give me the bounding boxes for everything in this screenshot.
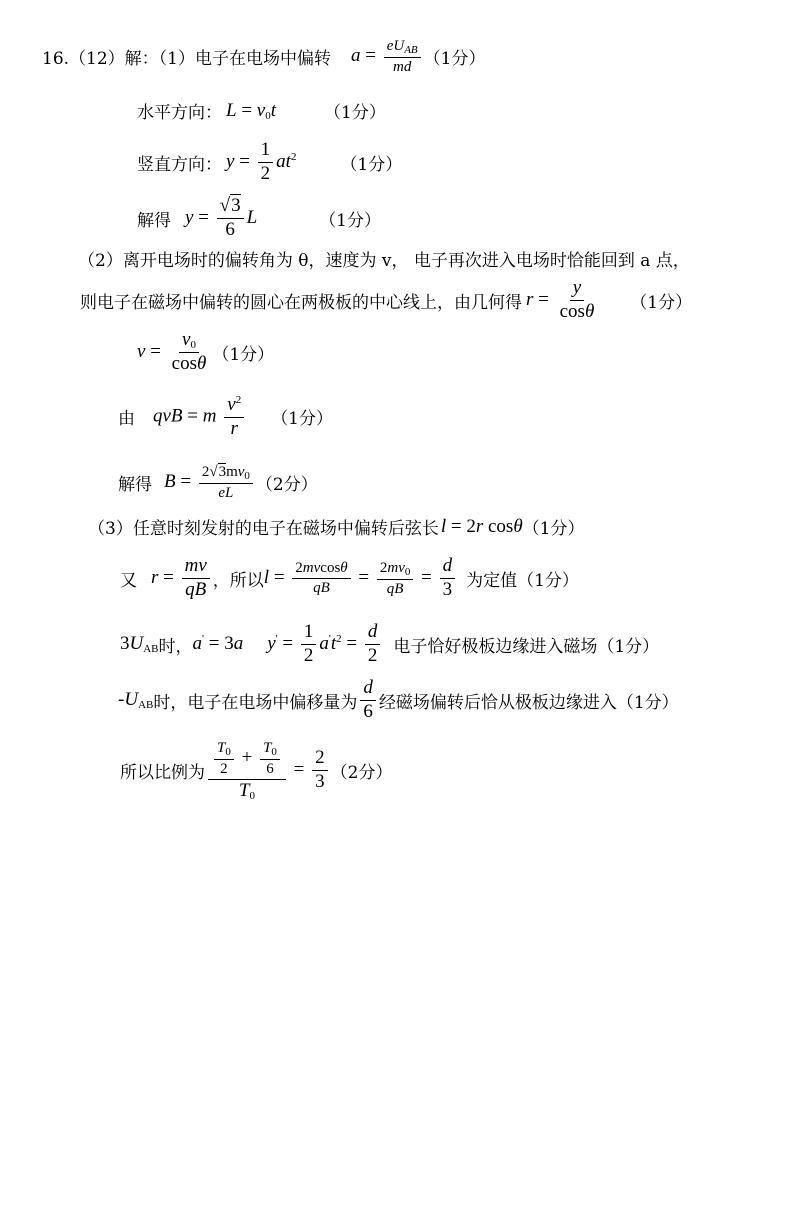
line-lorentz — [118, 394, 333, 440]
line-part1-heading — [42, 38, 485, 76]
formula-d6: $\frac{d}{6}$ — [357, 678, 379, 723]
line-solve-y — [137, 196, 381, 241]
score: （1分） — [324, 103, 386, 123]
formula-ratio: $\frac{T_0}{2}$ + $\frac{T_0}{6}$ $T_0$ = $\frac{2}{3}$ — [205, 740, 331, 802]
formula-accel-3a: a' = 3a — [192, 633, 244, 655]
formula-velocity: v = $\frac{v_0}{\cos\theta}$ — [137, 329, 207, 375]
line-vertical — [137, 140, 402, 185]
line-velocity — [137, 330, 274, 375]
line-part3-1 — [88, 514, 584, 539]
formula-y: y = $\frac{√3}{6}$ L — [185, 195, 258, 240]
score: （1分） — [423, 49, 486, 70]
part3-text: （3）任意时刻发射的电子在磁场中偏转后弦长 — [88, 519, 439, 539]
line-horizontal — [137, 98, 386, 123]
score: （1分） — [271, 409, 334, 430]
label: 由 — [118, 409, 135, 430]
formula-chord-value: l = $\frac{2mvcos\theta}{qB}$ = $\frac{2mv_0}{qB}$ = $\frac{d}{3}$ — [264, 556, 458, 601]
score: （1分） — [319, 210, 381, 231]
score: （1分） — [340, 154, 403, 175]
line-chord-value — [120, 556, 579, 601]
score: （1分） — [630, 292, 693, 313]
line-solve-b — [118, 464, 318, 502]
label: ，所以 — [212, 570, 264, 591]
line-ratio — [120, 740, 392, 802]
score: （1分） — [522, 519, 585, 539]
text: 时，电子在电场中偏移量为 — [153, 692, 358, 713]
formula-vertical: y = $\frac{1}{2}$ $at^2$ — [226, 139, 297, 184]
line-part2-2 — [80, 278, 692, 323]
part2-text: 则电子在磁场中偏转的圆心在两极板的中心线上，由几何得 — [80, 292, 522, 313]
formula-b: B = $\frac{2√3mv_0}{eL}$ — [164, 464, 256, 502]
label: 解得 — [118, 475, 152, 496]
formula-r-mv: r = $\frac{mv}{qB}$ — [151, 556, 213, 601]
prefix: 3 — [120, 633, 130, 655]
formula-y-prime: y' = $\frac{1}{2}$ $a't^2$ = $\frac{d}{2}$ — [267, 622, 383, 667]
question-heading: 16.（12）解：（1）电子在电场中偏转 — [42, 49, 331, 70]
note: 电子恰好极板边缘进入磁场（1分） — [393, 636, 660, 657]
label: 又 — [120, 570, 137, 591]
formula-acceleration: a = $\frac{eU_{AB}}{md}$ — [351, 38, 424, 76]
symbol-uab: $U_{AB}$ — [124, 689, 154, 712]
formula-radius: r = $\frac{y}{\cos\theta}$ — [526, 277, 595, 322]
label: 竖直方向： — [137, 154, 222, 175]
score: （2分） — [330, 763, 393, 784]
score: （1分） — [212, 344, 275, 365]
formula-lorentz: qvB = m $\frac{v^2}{r}$ — [153, 394, 247, 440]
formula-horizontal: $L = v_0t$ — [226, 99, 277, 122]
line-part2-1 — [78, 246, 690, 271]
score: （2分） — [255, 475, 318, 496]
symbol-uab: $U_{AB}$ — [129, 633, 159, 656]
formula-chord: l = 2r cosθ — [440, 515, 523, 537]
part2-text: （2）离开电场时的偏转角为 θ，速度为 v， 电子再次进入电场时恰能回到 a 点， — [78, 251, 690, 271]
prefix: - — [118, 689, 125, 711]
label: 水平方向： — [137, 103, 222, 123]
label: 所以比例为 — [120, 763, 205, 784]
label: 为定值（1分） — [466, 570, 579, 591]
line-case-3uab — [120, 622, 659, 667]
line-case-neg-uab — [118, 678, 679, 723]
label: 解得 — [137, 210, 171, 231]
label: 时， — [158, 636, 193, 657]
text: 经磁场偏转后恰从极板边缘进入（1分） — [378, 692, 679, 713]
